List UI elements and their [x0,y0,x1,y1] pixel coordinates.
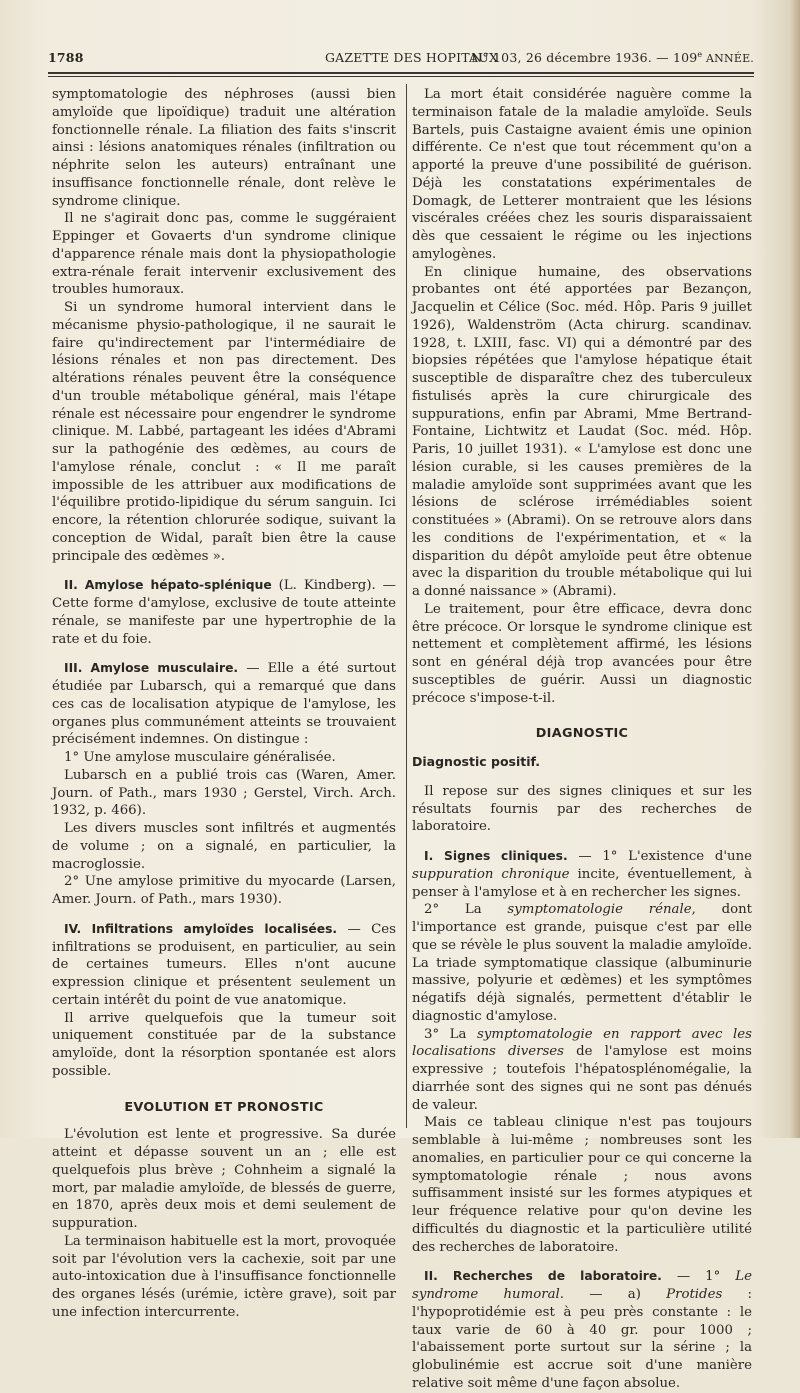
emphasis: Le syndrome humoral [412,1269,752,1302]
emphasis: symptomatologie en rapport avec les localisations diverses [412,1026,752,1060]
list-item: 1° Une amylose musculaire généralisée. [64,750,336,765]
list-item: 2° Une amylose primitive du myocarde (Larsen, Amer. Journ. of Path., mars 1930). [52,874,396,907]
page-edge-shadow [790,0,800,1138]
paragraph: Le traitement, pour être efficace, devra donc être précoce. Or lorsque le syndrome clinique est nettement et complètement affirmé, les lésions sont en général déjà trop avancées pour être susceptibles de guérir. Aussi un diagnostic précoce s'impose-t-il. [412,601,752,706]
text: de l'amylose est moins expressive ; toutefois l'hépatosplénomégalie, la diarrhée sont des signes qui ne sont pas dénués de valeur. [412,1044,752,1113]
section-signes-cliniques [412,848,752,901]
paragraph: Il arrive quelquefois que la tumeur soit uniquement constituée par de la substance amyloïde, dont la résorption spontanée est alors possible. [52,1010,396,1079]
section-title-evolution: EVOLUTION ET PRONOSTIC [124,1099,324,1115]
issue-end: ANNÉE. [702,52,754,66]
emphasis: symptomatologie rénale [507,902,692,918]
paragraph: Il ne s'agirait donc pas, comme le suggéraient Eppinger et Govaerts d'un syndrome clinique d'apparence rénale mais dont la physiopathologie extra-rénale ferait intervenir exclusivement des troubles humoraux. [52,211,396,298]
subsection-title-diagnostic-positif: Diagnostic positif. [412,754,541,769]
paragraph: La terminaison habituelle est la mort, provoquée soit par l'évolution vers la cachexie, soit par une auto-intoxication due à l'insuffisance fonctionnelle des organes lésés (urémie, ictère grave), soit par une infection intercurrente. [52,1233,396,1320]
paragraph: symptomatologie des néphroses (aussi bien amyloïde que lipoïdique) traduit une altération fonctionnelle rénale. La filiation des faits s'inscrit ainsi : lésions anatomiques rénales (infiltration ou néphrite selon les auteurs) entraînant une insuffisance fonctionnelle rénale, dont relève le syndrome clinique. [52,87,396,209]
paragraph [412,901,752,1025]
paragraph: Mais ce tableau clinique n'est pas toujours semblable à lui-même ; nombreuses sont les anomalies, en particulier pour ce qui concerne la symptomatologie rénale ; nous avons suffisamment insisté sur les formes atypiques et leur fréquence relative pour qu'on devine les difficultés du diagnostic et la particulière utilité des recherches de laboratoire. [412,1115,752,1255]
section-text: incite, éventuellement, à penser à l'amylose et à en rechercher les signes. [412,866,752,900]
section-hepato-splenique [52,577,396,648]
emphasis: suppuration chronique [412,866,570,882]
text: — 1° [661,1269,736,1285]
section-heading: II. Amylose hépato-splénique [64,578,272,593]
text: 3° La [424,1026,477,1042]
left-column [52,86,396,1322]
text: , dont l'importance est grande, puisque c'est par elle que se révèle le plus souvent la maladie amyloïde. La triade symptomatique classique (albuminurie massive, polyurie et œdèmes) et les symptômes négatifs déjà signalés, permettent d'établir le diagnostic d'amylose. [412,902,752,1024]
text: 2° La [424,902,508,918]
section-text: — Elle a été surtout étudiée par Lubarsch, qui a remarqué que dans ces cas de localisation atypique de l'amylose, les organes plus communément atteints se trouvaient précisément indemnes. On distingue : [52,661,396,748]
right-column [412,86,752,1393]
paragraph [412,1026,752,1115]
header-rule-thick [48,72,754,74]
page-number: 1788 [48,50,84,65]
issue-text: N° 103, 26 décembre 1936. — 109 [471,50,698,66]
section-infiltrations [52,921,396,1010]
journal-title: GAZETTE DES HOPITAUX [325,50,499,65]
paragraph: Il repose sur des signes cliniques et sur les résultats fournis par des recherches de laboratoire. [412,783,752,835]
section-title-diagnostic: DIAGNOSTIC [535,726,629,742]
issue-info [471,50,754,65]
paragraph: L'évolution est lente et progressive. Sa durée atteint et dépasse souvent un an ; elle est quelquefois plus brève ; Cohnheim a signalé la mort, par maladie amyloïde, de blessés de guerre, en 1870, après deux mois et demi seulement de suppuration. [52,1127,396,1231]
section-text: — 1° L'existence d'une [567,849,752,864]
section-text: Cette forme d'amylose, exclusive de toute atteinte rénale, se manifeste par une hypertrophie de la rate et du foie. [52,596,396,647]
paragraph: La mort était considérée naguère comme la terminaison fatale de la maladie amyloïde. Seuls Bartels, puis Castaigne avaient émis une opinion différente. Ce n'est que tout récemment qu'on a apporté la preuve d'une possibilité de guérison. Déjà les constatations expérimentales de Domagk, de Letterer montraient que les lésions viscérales créées chez les souris disparaissaient dès que cessaient le régime ou les injections amylogènes. [412,87,752,262]
section-author: (L. Kindberg). — [271,578,396,594]
section-heading: I. Signes cliniques. [424,849,568,863]
section-musculaire [52,660,396,749]
section-heading: III. Amylose musculaire. [64,661,239,676]
issue-sup: e [697,50,703,59]
section-heading: IV. Infiltrations amyloïdes localisées. [64,921,338,936]
paragraph: Si un syndrome humoral intervient dans le mécanisme physio-pathologique, il ne saurait le faire qu'indirectement par l'intermédiaire de lésions rénales et non pas directement. Des altérations rénales peuvent être la conséquence d'un trouble métabolique général, mais l'étape rénale est nécessaire pour engendrer le syndrome clinique. M. Labbé, partageant les idées d'Abrami sur la pathogénie des œdèmes, au cours de l'amylose rénale, conclut : « Il me paraît impossible de les attribuer aux modifications de l'équilibre protido-lipidique du sérum sanguin. Ici encore, la rétention chlorurée sodique, suivant la conception de Widal, paraît bien être la cause principale des œdèmes ». [52,300,396,564]
paragraph: Lubarsch en a publié trois cas (Waren, Amer. Journ. of Path., mars 1930 ; Gerstel, Virch. Arch. 1932, p. 466). [52,767,396,819]
header-rule-thin [48,76,754,77]
section-text: — Ces infiltrations se produisent, en particulier, au sein de certaines tumeurs. Elles n'ont aucune expression clinique et présentent seulement un certain intérêt du point de vue anatomique. [52,921,396,1008]
text: : l'hypoprotidémie est à peu près constante : le taux varie de 60 à 40 gr. pour 1000 ; l'abaissement porte surtout sur la sérine ; la globulinémie est accrue soit d'une manière relative soit même d'une façon absolue. [412,1287,752,1391]
page-header [48,50,754,70]
column-divider [406,84,407,1128]
emphasis: Protides [666,1287,723,1302]
paragraph: Les divers muscles sont infiltrés et augmentés de volume ; on a signalé, en particulier, la macroglossie. [52,821,396,872]
section-recherches-laboratoire [412,1268,752,1392]
text: . — a) [559,1287,667,1302]
paragraph: En clinique humaine, des observations probantes ont été apportées par Bezançon, Jacquelin et Célice (Soc. méd. Hôp. Paris 9 juillet 1926), Waldenström (Acta chirurg. scandinav. 1928, t. LXIII, fasc. VI) qui a démontré par des biopsies répétées que l'amylose hépatique était susceptible de disparaître chez des tuberculeux fistulisés après la cure chirurgicale des suppurations, enfin par Abrami, Mme Bertrand-Fontaine, Lichtwitz et Laudat (Soc. méd. Hôp. Paris, 10 juillet 1931). « L'amylose est donc une lésion curable, si les causes premières de la maladie amyloïde sont supprimées avant que les lésions de sclérose irrémédiables soient constituées » (Abrami). On se retrouve alors dans les conditions de l'expérimentation, et « la disparition du dépôt amyloïde peut être obtenue avec la disparition du trouble métabolique qui lui a donné naissance » (Abrami). [412,264,752,599]
section-heading: II. Recherches de laboratoire. [424,1269,662,1284]
